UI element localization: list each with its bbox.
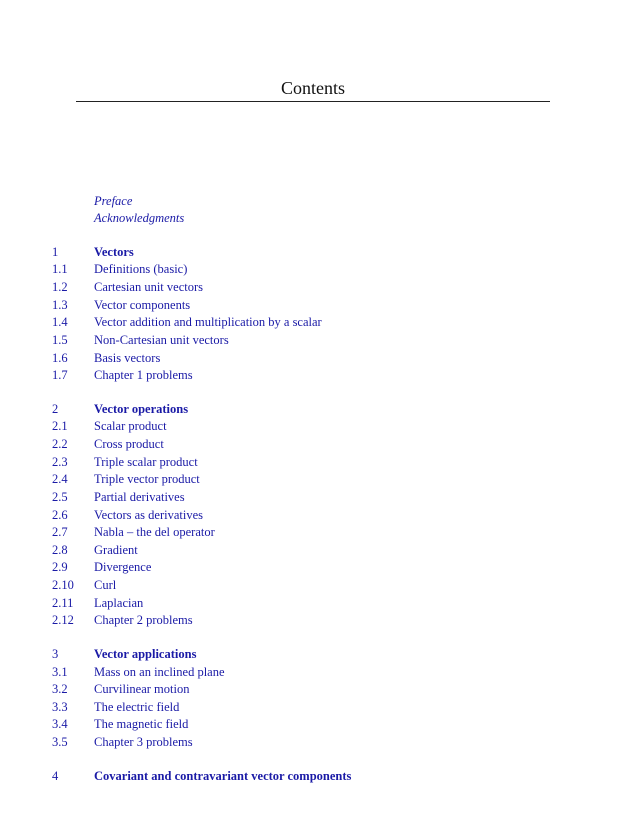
section-number: 2.6 bbox=[52, 508, 68, 522]
section-title: Vectors as derivatives bbox=[94, 508, 203, 522]
section-number: 1.1 bbox=[52, 262, 68, 276]
chapter-title: Vectors bbox=[94, 245, 134, 259]
section-number: 2.3 bbox=[52, 455, 68, 469]
section-number: 2.2 bbox=[52, 437, 68, 451]
section-number: 3.5 bbox=[52, 735, 68, 749]
chapter-title: Vector applications bbox=[94, 647, 197, 661]
section-title: Definitions (basic) bbox=[94, 262, 188, 276]
section-number: 2.4 bbox=[52, 472, 68, 486]
section-title: Mass on an inclined plane bbox=[94, 665, 225, 679]
section-number: 2.10 bbox=[52, 578, 74, 592]
section-title: Scalar product bbox=[94, 419, 167, 433]
section-title: Chapter 3 problems bbox=[94, 735, 193, 749]
section-number: 2.8 bbox=[52, 543, 68, 557]
section-title: Cross product bbox=[94, 437, 164, 451]
section-title: Non-Cartesian unit vectors bbox=[94, 333, 229, 347]
section-title: Chapter 2 problems bbox=[94, 613, 193, 627]
chapter-title: Covariant and contravariant vector components bbox=[94, 769, 352, 783]
chapter-number: 2 bbox=[52, 402, 59, 416]
page-title: Contents bbox=[280, 78, 345, 98]
chapter-number: 3 bbox=[52, 647, 59, 661]
section-number: 3.4 bbox=[52, 717, 68, 731]
section-number: 2.9 bbox=[52, 560, 68, 574]
section-title: The electric field bbox=[94, 700, 180, 714]
section-number: 2.7 bbox=[52, 525, 68, 539]
section-number: 2.11 bbox=[52, 596, 74, 610]
section-title: Triple scalar product bbox=[94, 455, 198, 469]
section-number: 2.12 bbox=[52, 613, 74, 627]
section-title: The magnetic field bbox=[94, 717, 189, 731]
section-title: Curl bbox=[94, 578, 117, 592]
section-number: 1.4 bbox=[52, 315, 68, 329]
section-title: Nabla – the del operator bbox=[94, 525, 215, 539]
chapter-number: 1 bbox=[52, 245, 59, 259]
title-divider bbox=[76, 101, 550, 102]
section-title: Triple vector product bbox=[94, 472, 200, 486]
section-number: 1.7 bbox=[52, 368, 68, 382]
section-title: Basis vectors bbox=[94, 351, 161, 365]
toc-link-acknowledgments[interactable]: Acknowledgments bbox=[94, 211, 185, 225]
section-number: 1.6 bbox=[52, 351, 68, 365]
section-number: 1.5 bbox=[52, 333, 68, 347]
chapter-title: Vector operations bbox=[94, 402, 189, 416]
section-title: Gradient bbox=[94, 543, 138, 557]
section-number: 3.3 bbox=[52, 700, 68, 714]
section-title: Vector addition and multiplication by a scalar bbox=[94, 315, 322, 329]
section-title: Chapter 1 problems bbox=[94, 368, 193, 382]
section-number: 3.2 bbox=[52, 682, 68, 696]
section-number: 3.1 bbox=[52, 665, 68, 679]
section-title: Vector components bbox=[94, 298, 191, 312]
section-title: Cartesian unit vectors bbox=[94, 280, 203, 294]
chapter-number: 4 bbox=[52, 769, 59, 783]
section-number: 1.2 bbox=[52, 280, 68, 294]
section-number: 2.1 bbox=[52, 419, 68, 433]
section-title: Laplacian bbox=[94, 596, 144, 610]
toc-link-preface[interactable]: Preface bbox=[94, 194, 133, 208]
section-title: Curvilinear motion bbox=[94, 682, 190, 696]
section-title: Divergence bbox=[94, 560, 152, 574]
section-title: Partial derivatives bbox=[94, 490, 185, 504]
section-number: 1.3 bbox=[52, 298, 68, 312]
section-number: 2.5 bbox=[52, 490, 68, 504]
